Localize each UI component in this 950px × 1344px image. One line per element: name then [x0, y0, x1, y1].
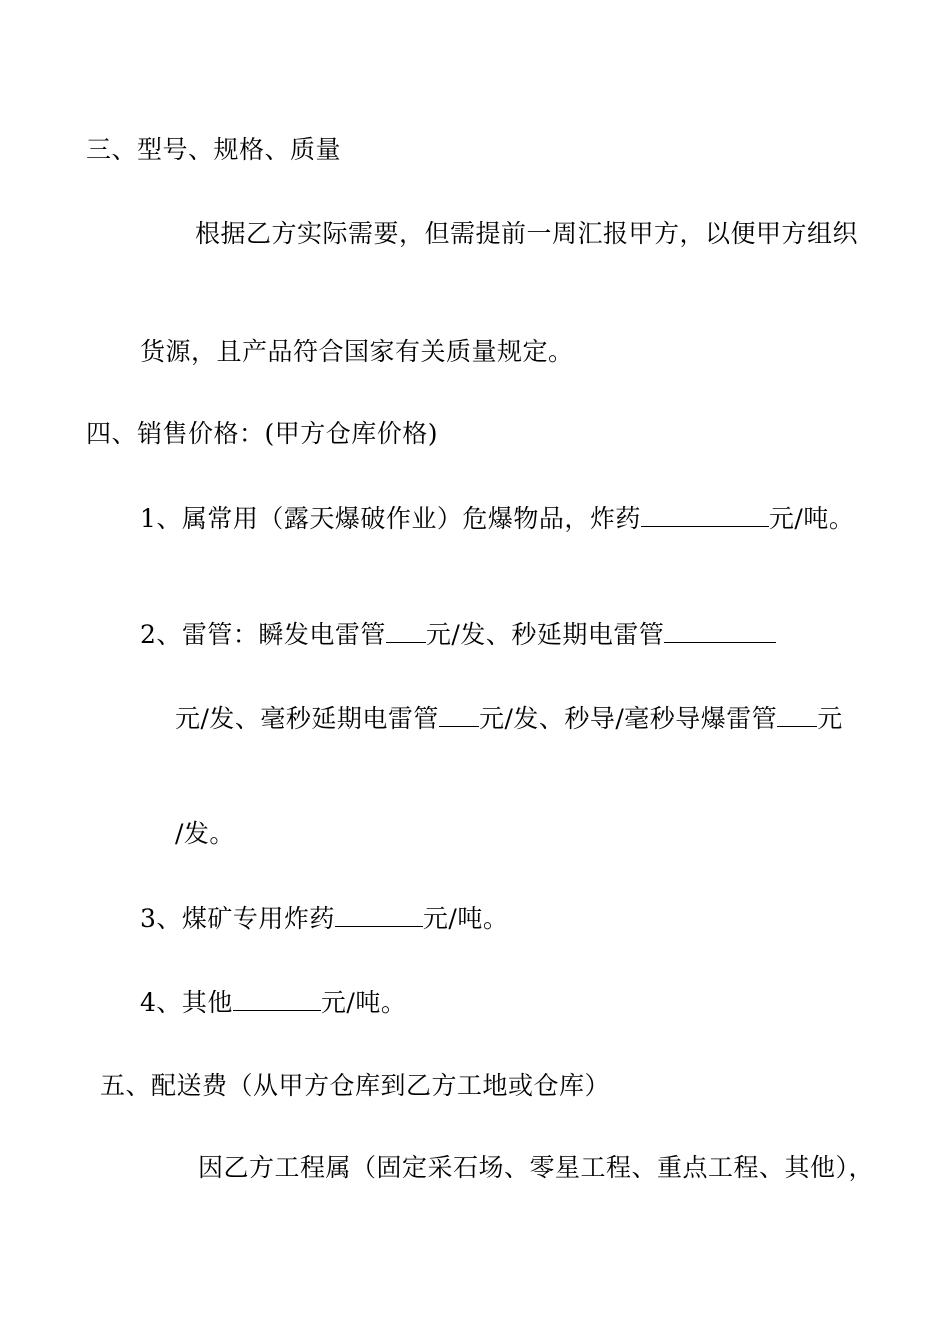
- item2-line2-a: 元/发、毫秒延期电雷管: [175, 704, 439, 733]
- section4-item2-line1: [140, 618, 776, 651]
- blank-field[interactable]: [386, 618, 426, 643]
- item3-prefix: 3、煤矿专用炸药: [140, 904, 335, 933]
- item2-line1-prefix: 2、雷管：瞬发电雷管: [140, 620, 386, 649]
- section4-heading: 四、销售价格：(甲方仓库价格): [86, 419, 439, 448]
- section4-item4: [140, 986, 406, 1019]
- section4-item1: [140, 502, 854, 535]
- blank-field[interactable]: [777, 702, 817, 727]
- section3-paragraph-line2: 货源，且产品符合国家有关质量规定。: [140, 337, 574, 366]
- item4-suffix: 元/吨。: [320, 988, 407, 1017]
- item2-line2-b: 元/发、秒导/毫秒导爆雷管: [478, 704, 778, 733]
- section5-heading: 五、配送费（从甲方仓库到乙方工地或仓库）: [100, 1071, 611, 1100]
- section3-paragraph-line1: 根据乙方实际需要，但需提前一周汇报甲方，以便甲方组织: [195, 219, 859, 248]
- section4-item2-line3: /发。: [175, 819, 235, 848]
- item1-suffix: 元/吨。: [768, 504, 855, 533]
- blank-field[interactable]: [641, 502, 769, 527]
- item3-suffix: 元/吨。: [422, 904, 509, 933]
- section4-item2-line2: [175, 702, 843, 735]
- item4-prefix: 4、其他: [140, 988, 233, 1017]
- item2-line1-mid: 元/发、秒延期电雷管: [425, 620, 665, 649]
- blank-field[interactable]: [664, 618, 776, 643]
- section3-heading: 三、型号、规格、质量: [86, 135, 342, 164]
- section5-paragraph-line1: 因乙方工程属（固定采石场、零星工程、重点工程、其他），: [198, 1153, 875, 1182]
- section4-item3: [140, 902, 508, 935]
- item2-line2-c: 元: [817, 704, 843, 733]
- item1-prefix: 1、属常用（露天爆破作业）危爆物品，炸药: [140, 504, 641, 533]
- blank-field[interactable]: [439, 702, 479, 727]
- blank-field[interactable]: [233, 986, 321, 1011]
- blank-field[interactable]: [335, 902, 423, 927]
